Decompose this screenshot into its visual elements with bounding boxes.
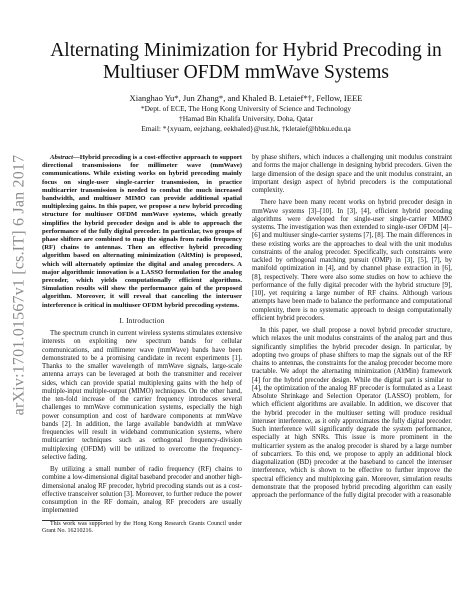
intro-paragraph-1: The spectrum crunch in current wireless systems stimulates extensive interests on exploiting new spectrum bands for cellular communications, and millimeter wave (mmWave) bands have been demonstrated to be a promising candidate in recent experiments [1]. Thanks to the smaller wavelength of mmWave signals, large-scale antenna arrays can be leveraged at both the transmitter and receiver sides, which can provide spatial multiplexing gains with the help of multiple-input multiple-output (MIMO) techniques. On the other hand, the ten-fold increase of the carrier frequency introduces several challenges to mmWave communication systems, especially the high power consumption and cost of hardware components at mmWave bands [2]. In addition, the large available bandwidth at mmWave frequencies will result in wideband communication systems, where multicarrier techniques such as orthogonal frequency-division multiplexing (OFDM) will be utilized to overcome the frequency-selective fading. (42, 330, 242, 461)
arxiv-identifier-text: arXiv:1701.01567v1 [cs.IT] 6 Jan 2017 (10, 154, 28, 416)
left-column (42, 154, 242, 535)
title-line-2: Multiuser OFDM mmWave Systems (102, 62, 390, 83)
arxiv-identifier (8, 120, 30, 450)
right-column (252, 154, 452, 500)
paper-title (40, 40, 452, 84)
intro-paragraph-2: By utilizing a small number of radio frequency (RF) chains to combine a low-dimensional digital baseband precoder and another high-dimensional analog RF precoder, hybrid precoding stands out as a cost-effective transceiver solution [3]. Moreover, to further reduce the power consumption in the RF domain, analog RF precoders are usually implemented (42, 466, 242, 515)
right-paragraph-3: In this paper, we shall propose a novel hybrid precoder structure, which relaxes the unit modulus constraints of the analog part and thus significantly simplifies the hybrid precoder design. In particular, by adopting two groups of phase shifters to map the signals out of the RF chains to antennas, the constraints for the analog precoder become more tractable. We adopt the alternating minimization (AltMin) framework [4] for the hybrid precoder design. While the digital part is similar to [4], the optimization of the analog RF precoder is formulated as a Least Absolute Shrinkage and Selection Operator (LASSO) problem, for which efficient algorithms are available. In addition, we discover that the hybrid precoder in the multiuser setting will produce residual interuser interference, as it only approximates the fully digital precoder. Such interference will significantly degrade the system performance, especially at high SNRs. This issue is more prominent in the multicarrier system as the analog precoder is shared by a large number of subcarriers. To this end, we propose to apply an additional block diagonalization (BD) precoder at the baseband to cancel the interuser interference, which is shown to be effective to further improve the spectral efficiency and multiplexing gain. Moreover, simulation results demonstrate that the proposed hybrid precoding algorithm can easily approach the performance of the fully digital precoder with a reasonable (252, 327, 452, 499)
title-line-1: Alternating Minimization for Hybrid Precoding in (50, 40, 442, 61)
right-paragraph-1: by phase shifters, which induces a challenging unit modulus constraint and forms the major challenge in designing hybrid precoders. Given the large dimension of the design space and the unit modulus constraint, an important design aspect of hybrid precoders is the computational complexity. (252, 154, 452, 194)
abstract-text: —Hybrid precoding is a cost-effective approach to support directional transmissions for millimeter wave (mmWave) communications. While existing works on hybrid precoding mainly focus on single-user single-carrier transmission, in practice multicarrier transmission is needed to combat the much increased bandwidth, and multiuser MIMO can provide additional spatial multiplexing gains. In this paper, we propose a new hybrid precoding structure for multiuser OFDM mmWave systems, which greatly simplifies the hybrid precoder design and is able to approach the performance of the fully digital precoder. In particular, two groups of phase shifters are combined to map the signals from radio frequency (RF) chains to antennas. Then an effective hybrid precoding algorithm based on alternating minimization (AltMin) is proposed, which will alternately optimize the digital and analog precoders. A major algorithmic innovation is a LASSO formulation for the analog precoder, which yields computationally efficient algorithms. Simulation results will show the performance gain of the proposed algorithm. Moreover, it will reveal that canceling the interuser interference is critical in multiuser OFDM hybrid precoding systems. (42, 154, 242, 309)
author-list: Xianghao Yu*, Jun Zhang*, and Khaled B. Letaief*†, Fellow, IEEE (129, 93, 363, 103)
section-heading-introduction: I. Introduction (119, 315, 165, 325)
author-block (40, 93, 452, 133)
email-line: Email: *{xyuam, eejzhang, eekhaled}@ust.hk, †kletaief@hbku.edu.qa (141, 123, 351, 133)
right-paragraph-2: There have been many recent works on hybrid precoder design in mmWave systems [3]–[10]. In [3], [4], efficient hybrid precoding algorithms were developed for single-user single-carrier MIMO systems. The investigation was then extended to single-user OFDM [4]–[6] and multiuser single-carrier systems [7], [8]. The main differences in these existing works are the approaches to deal with the unit modulus constraints of the analog precoder. Specifically, such constraints were tackled by orthogonal matching pursuit (OMP) in [3], [5], [7], by manifold optimization in [4], and by channel phase extraction in [6], [8], respectively. There were also some studies on how to achieve the performance of the fully digital precoder with the hybrid structure [9], [10], yet requiring a large number of RF chains. Although various attempts have been made to balance the performance and computational complexity, there is no systematic approach to design computationally efficient hybrid precoders. (252, 199, 452, 322)
funding-footnote: This work was supported by the Hong Kong Research Grants Council under Grant No. 16210216. (42, 520, 242, 535)
affiliation-2: †Hamad Bin Khalifa University, Doha, Qatar (179, 113, 313, 123)
affiliation-1: *Dept. of ECE, The Hong Kong University of Science and Technology (140, 104, 352, 113)
abstract-label: Abstract (50, 154, 74, 161)
abstract (42, 154, 242, 310)
